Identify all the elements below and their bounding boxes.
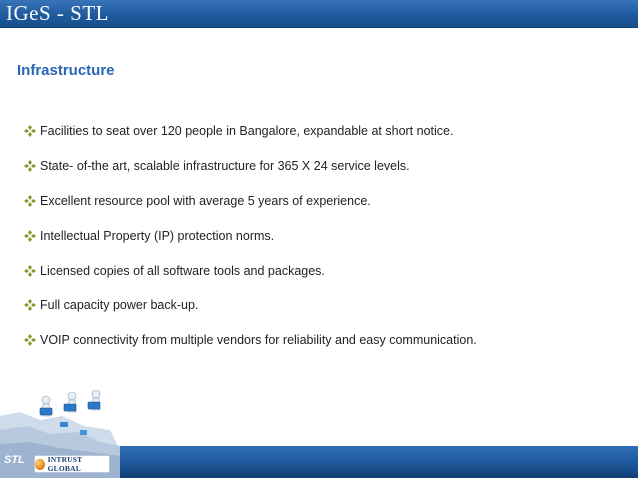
bullet-list [24,114,477,358]
bullet-text: State- of-the art, scalable infrastructure for 365 X 24 service levels. [40,159,410,174]
stl-mark-logo: STL [4,454,25,466]
four-diamond-bullet-icon [24,230,36,242]
list-item [24,288,477,323]
bullet-text: Facilities to seat over 120 people in Bangalore, expandable at short notice. [40,124,454,139]
logo-text: INTRUST GLOBAL [47,455,83,473]
bullet-text: Full capacity power back-up. [40,298,199,313]
bullet-text: VOIP connectivity from multiple vendors for reliability and easy communication. [40,333,477,348]
four-diamond-bullet-icon [24,160,36,172]
intrust-globe-logo-icon [34,455,110,473]
list-item [24,218,477,253]
list-item [24,114,477,149]
list-item [24,184,477,219]
four-diamond-bullet-icon [24,334,36,346]
bullet-text: Excellent resource pool with average 5 years of experience. [40,193,371,208]
list-item [24,323,477,358]
four-diamond-bullet-icon [24,299,36,311]
bullet-text: Licensed copies of all software tools and packages. [40,263,325,278]
four-diamond-bullet-icon [24,195,36,207]
four-diamond-bullet-icon [24,265,36,277]
section-heading: Infrastructure [17,62,115,79]
slide-title: IGeS - STL [6,1,109,25]
list-item [24,149,477,184]
globe-icon [35,459,45,470]
title-bar [0,0,638,28]
four-diamond-bullet-icon [24,125,36,137]
list-item [24,253,477,288]
bullet-text: Intellectual Property (IP) protection norms. [40,228,275,243]
